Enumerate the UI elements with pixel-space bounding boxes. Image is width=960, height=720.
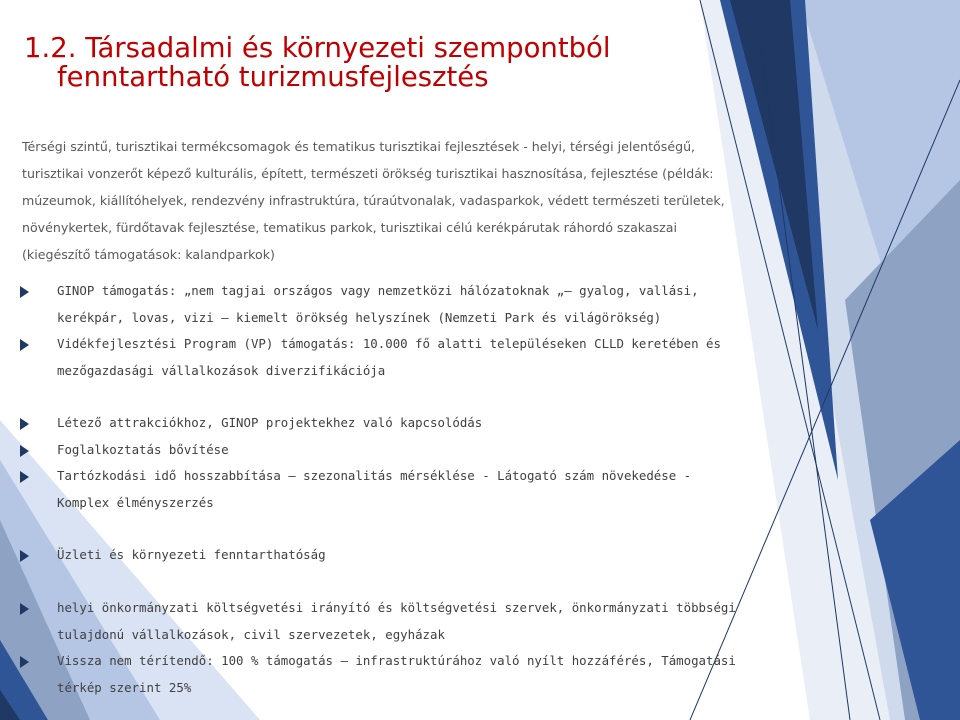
bullet-text: helyi önkormányzati költségvetési irányító és költségvetési szervek, önkormányzati többségi tulajdonú vállalkozások, civil szervezetek, egyházak [57, 600, 736, 642]
bullet-item-ginop [20, 278, 740, 331]
bullet-text: Foglalkoztatás bővítése [57, 442, 229, 457]
bullet-item-foglalkoztatas [20, 437, 740, 464]
intro-paragraph: Térségi szintű, turisztikai termékcsomagok és tematikus turisztikai fejlesztések - helyi, térségi jelentőségű, turisztikai vonzerőt képező kulturális, épített, természeti örökség turisztikai hasznosítása, fejlesztése (példák: múzeumok, kiállítóhelyek, rendezvény infrastruktúra, túraútvonalak, vadasparkok, védett természeti területek, növénykertek, fürdőtavak fejlesztése, tematikus parkok, turisztikai célú kerékpárutak ráhordó szakaszai (kiegészítő támogatások: kalandparkok) [22, 138, 725, 262]
bullet-text: Létező attrakciókhoz, GINOP projektekhez való kapcsolódás [57, 415, 483, 430]
bullet-text: GINOP támogatás: „nem tagjai országos vagy nemzetközi hálózatoknak „– gyalog, vallási, kerékpár, lovas, vizi – kiemelt örökség helyszínek (Nemzeti Park és világörökség) [57, 283, 699, 325]
triangle-bullet-icon [20, 471, 29, 483]
triangle-bullet-icon [20, 603, 29, 615]
triangle-bullet-icon [20, 550, 29, 562]
triangle-bullet-icon [20, 445, 29, 457]
triangle-bullet-icon [20, 418, 29, 430]
triangle-bullet-icon [20, 656, 29, 668]
bullet-item-fenntarthatosag [20, 542, 740, 569]
bullet-text: Vidékfejlesztési Program (VP) támogatás: 10.000 fő alatti településeken CLLD keretében és mezőgazdasági vállalkozások diverzifikációja [57, 336, 721, 378]
bullet-text: Vissza nem térítendő: 100 % támogatás – infrastruktúrához való nyílt hozzáférés, Támogatási térkép szerint 25% [57, 653, 736, 695]
slide-title [24, 34, 611, 92]
slide-title-line-2: fenntartható turizmusfejlesztés [57, 61, 489, 93]
slide-title-line-1: 1.2. Társadalmi és környezeti szempontból [24, 32, 611, 64]
bullet-item-tartozkodasi-ido [20, 463, 740, 516]
bullet-item-tamogatas [20, 648, 740, 701]
triangle-bullet-icon [20, 286, 29, 298]
bullet-item-kedvezmenyezettek [20, 595, 740, 648]
bullet-text: Tartózkodási idő hosszabbítása – szezonalitás mérséklése - Látogató szám növekedése - Komplex élményszerzés [57, 468, 692, 510]
triangle-bullet-icon [20, 339, 29, 351]
bullet-item-vp [20, 331, 740, 384]
bullet-item-attrakciok [20, 410, 740, 437]
bullet-text: Üzleti és környezeti fenntarthatóság [57, 547, 326, 562]
